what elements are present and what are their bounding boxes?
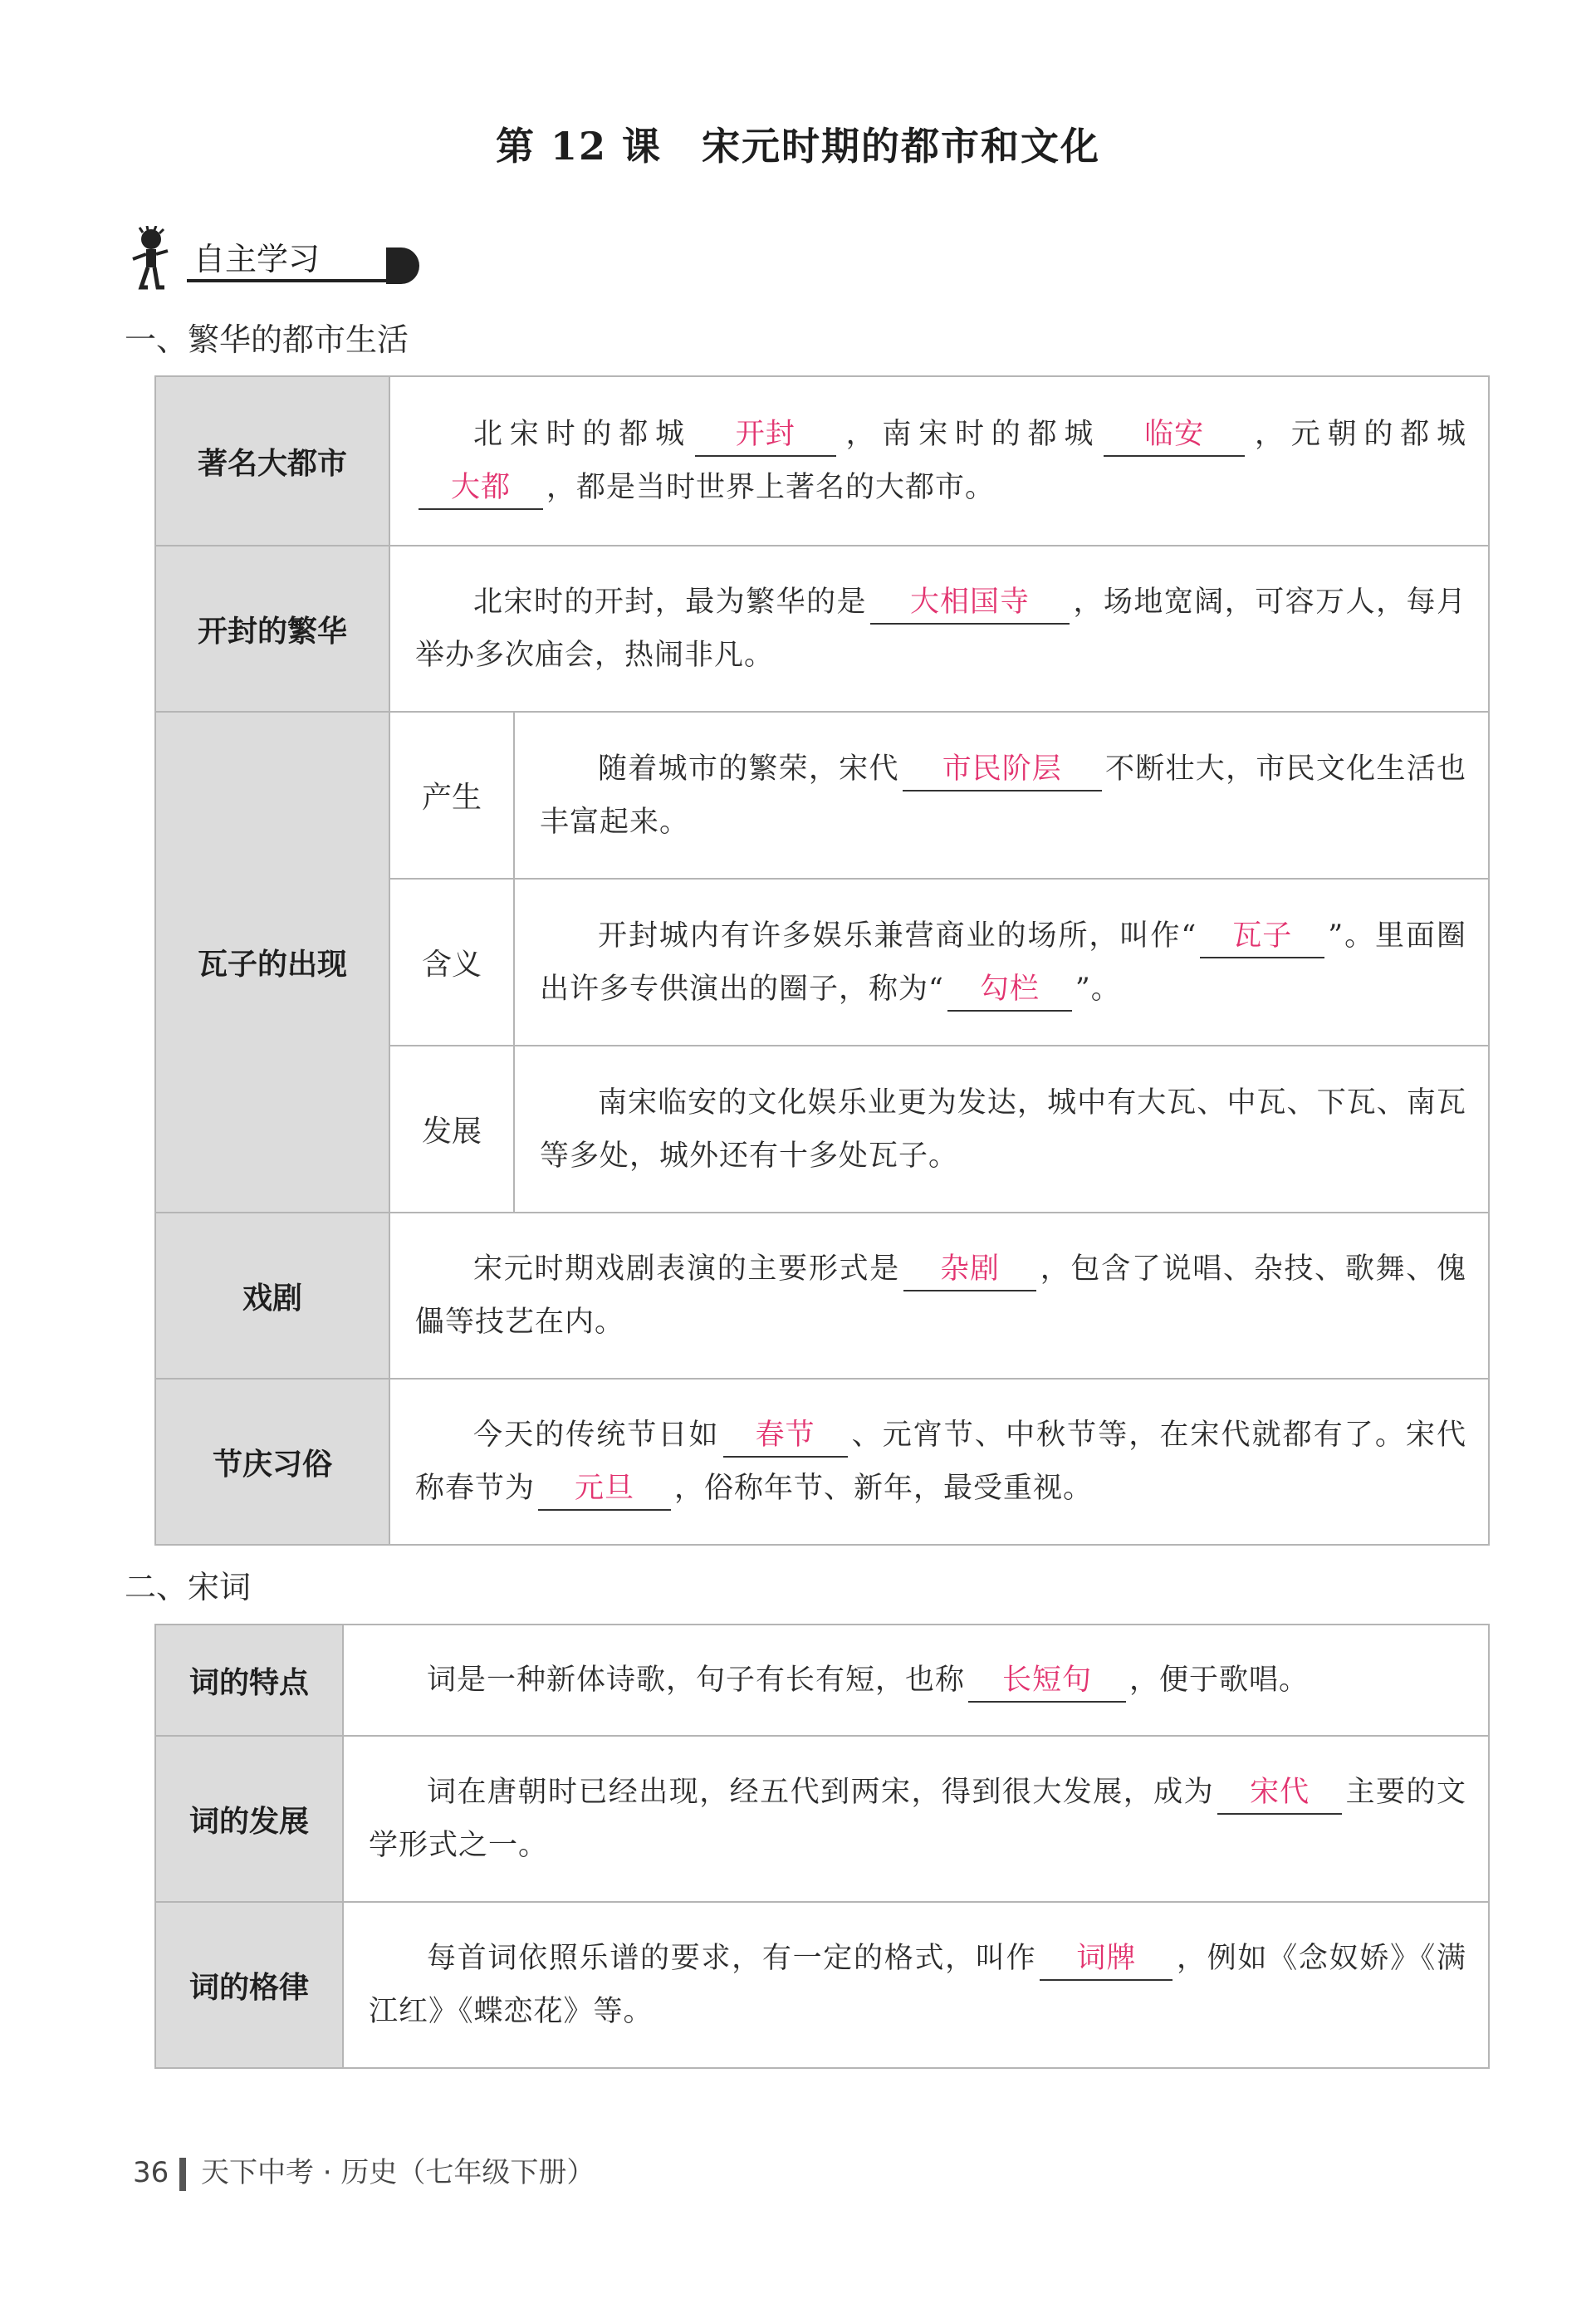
answer-blank: 春节: [723, 1414, 848, 1458]
table-row: [155, 712, 1489, 879]
table-row: [155, 1902, 1489, 2068]
answer-blank: 大相国寺: [870, 581, 1070, 625]
row-content: 今天的传统节日如 春节 、元宵节、中秋节等，在宋代就都有了。宋代称春节为 元旦 ，俗称年节、新年，最受重视。: [389, 1379, 1489, 1545]
song-ci-table: [154, 1624, 1490, 2069]
city-life-table: [154, 375, 1490, 1546]
student-figure-icon: [125, 226, 174, 292]
row-content: 宋元时期戏剧表演的主要形式是 杂剧 ，包含了说唱、杂技、歌舞、傀儡等技艺在内。: [389, 1213, 1489, 1379]
answer-blank: 大都: [419, 467, 543, 510]
row-header: 词的特点: [155, 1625, 343, 1736]
answer-blank: 宋代: [1217, 1772, 1342, 1815]
row-header: 开封的繁华: [155, 546, 389, 712]
table-row: [155, 546, 1489, 712]
row-content: 北宋时的都城 开封 ，南宋时的都城 临安 ，元朝的都城大都 ，都是当时世界上著名的大都市。: [389, 376, 1489, 546]
page-footer: [133, 2149, 595, 2191]
lesson-title: 第 12 课 宋元时期的都市和文化: [495, 124, 1101, 169]
page-number: 36: [133, 2156, 169, 2189]
answer-blank: 勾栏: [947, 968, 1072, 1012]
answer-blank: 市民阶层: [903, 748, 1102, 791]
book-title: 天下中考 · 历史（七年级下册）: [201, 2156, 595, 2189]
row-header: 词的发展: [155, 1736, 343, 1902]
row-content: 词是一种新体诗歌，句子有长有短，也称 长短句 ，便于歌唱。: [343, 1625, 1489, 1736]
section1-heading: 一、繁华的都市生活: [125, 321, 409, 358]
badge-label: 自主学习: [187, 241, 393, 282]
row-content: 词在唐朝时已经出现，经五代到两宋，得到很大发展，成为 宋代 主要的文学形式之一。: [343, 1736, 1489, 1902]
answer-blank: 开封: [695, 414, 836, 457]
row-header: 著名大都市: [155, 376, 389, 546]
footer-divider: [179, 2158, 186, 2191]
row-header: 词的格律: [155, 1902, 343, 2068]
answer-blank: 元旦: [538, 1468, 671, 1511]
table-row: [155, 1213, 1489, 1379]
sub-header: 含义: [389, 879, 514, 1046]
answer-blank: 杂剧: [903, 1248, 1036, 1291]
row-content: 北宋时的开封，最为繁华的是 大相国寺 ，场地宽阔，可容万人，每月举办多次庙会，热闹非凡。: [389, 546, 1489, 712]
answer-blank: 临安: [1104, 414, 1245, 457]
row-content: 随着城市的繁荣，宋代 市民阶层 不断壮大，市民文化生活也丰富起来。: [514, 712, 1489, 879]
table-row: [155, 1379, 1489, 1545]
row-header: 节庆习俗: [155, 1379, 389, 1545]
badge-cap: [386, 247, 419, 284]
sub-header: 发展: [389, 1046, 514, 1213]
answer-blank: 长短句: [968, 1659, 1126, 1703]
table-row: [155, 1736, 1489, 1902]
row-content: 开封城内有许多娱乐兼营商业的场所，叫作“ 瓦子 ”。里面圈出许多专供演出的圈子，称为“ 勾栏 ”。: [514, 879, 1489, 1046]
row-content: 每首词依照乐谱的要求，有一定的格式，叫作 词牌 ，例如《念奴娇》《满江红》《蝶恋花》等。: [343, 1902, 1489, 2068]
table-row: [155, 1625, 1489, 1736]
section2-heading: 二、宋词: [125, 1569, 252, 1605]
row-content: 南宋临安的文化娱乐业更为发达，城中有大瓦、中瓦、下瓦、南瓦等多处，城外还有十多处瓦子。: [514, 1046, 1489, 1213]
answer-blank: 瓦子: [1200, 915, 1324, 958]
row-header: 瓦子的出现: [155, 712, 389, 1213]
table-row: [155, 376, 1489, 546]
self-study-badge: [125, 226, 423, 292]
sub-header: 产生: [389, 712, 514, 879]
answer-blank: 词牌: [1040, 1938, 1173, 1981]
row-header: 戏剧: [155, 1213, 389, 1379]
